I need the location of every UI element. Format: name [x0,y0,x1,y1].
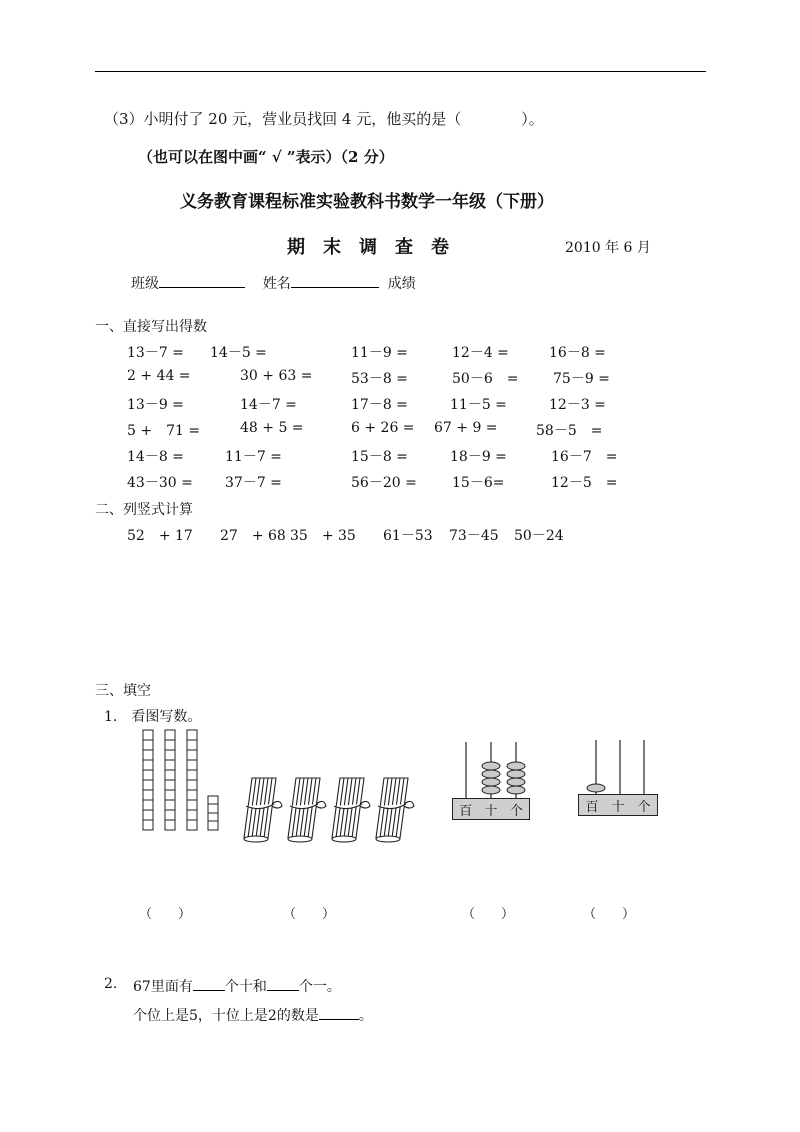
fill-q2-number: 2. [104,976,118,992]
stick-bundle-2 [288,778,326,842]
abacus-figure-1 [448,740,534,826]
q2-line1-text-b: 个十和 [224,979,267,995]
section-3-heading: 三、填空 [95,683,151,699]
question-3: （3）小明付了 20 元，营业员找回 4 元，他买的是（ ）。 [104,110,544,128]
top-rule [95,71,706,72]
problem-r3c5: 12－3 = [549,397,606,413]
vertical-calc-4: 61－53 [383,528,433,544]
stick-bundles-figure [240,772,420,844]
abacus1-label-tens: 十 [484,803,498,819]
problem-r6c3: 56－20 = [351,475,417,491]
unit-cubes [208,796,218,830]
ones-count-blank[interactable] [267,976,299,991]
vertical-calc-1: 52 + 17 [127,528,193,544]
problem-r2c5: 75－9 = [553,371,610,387]
problem-r2c3: 53－8 = [351,371,408,387]
problem-r5c1: 14－8 = [127,449,184,465]
problem-r3c4: 11－5 = [450,397,507,413]
problem-r3c2: 14－7 = [240,397,297,413]
answer-blank-4[interactable]: （ ） [583,907,636,922]
problem-r3c3: 17－8 = [351,397,408,413]
section-2-heading: 二、列竖式计算 [95,502,193,518]
section-1-heading: 一、直接写出得数 [95,319,207,335]
vertical-calc-5: 73－45 [449,528,499,544]
problem-r4c2: 48 + 5 = [240,420,304,436]
ten-rod-1 [143,730,153,830]
problem-r2c4: 50－6 = [452,371,519,387]
q2-line1-text-c: 个一。 [298,979,341,995]
problem-r6c5: 12－5 = [551,475,618,491]
abacus-label-bar-1 [452,798,530,820]
class-label: 班级 [131,276,159,292]
q2-line2-text-b: 。 [358,1008,373,1024]
ten-rods-figure [138,728,228,840]
problem-r5c5: 16－7 = [551,449,618,465]
problem-r6c4: 15－6= [452,475,505,491]
problem-r4c1: 5 + 71 = [127,423,201,439]
answer-blank-1[interactable]: （ ） [139,907,192,922]
problem-r5c4: 18－9 = [450,449,507,465]
answer-blank-3[interactable]: （ ） [462,907,515,922]
ten-rod-2 [165,730,175,830]
answer-blank-2[interactable]: （ ） [283,907,336,922]
problem-r2c2: 30 + 63 = [240,368,313,384]
problem-r5c3: 15－8 = [351,449,408,465]
score-label: 成绩 [387,276,416,292]
problem-r1c4: 12－4 = [452,345,509,361]
problem-r6c2: 37－7 = [225,475,282,491]
abacus2-label-hundreds: 百 [585,799,599,815]
stick-bundle-3 [332,778,370,842]
stick-bundle-1 [244,778,282,842]
problem-r2c1: 2 + 44 = [127,368,191,384]
problem-r1c3: 11－9 = [351,345,408,361]
abacus2-label-tens: 十 [611,799,625,815]
problem-r4c5: 58－5 = [536,423,603,439]
q2-line2-text-a: 个位上是5，十位上是2的数是 [133,1008,319,1024]
abacus-rods-1 [448,740,534,802]
name-label: 姓名 [262,276,291,292]
hint-text: （也可以在图中画“ √ ”表示）（2 分） [138,148,394,166]
vertical-calc-6: 50－24 [514,528,564,544]
q2-line1-text-a: 67里面有 [133,979,193,995]
problem-r3c1: 13－9 = [127,397,184,413]
stick-bundle-4 [376,778,414,842]
abacus-label-bar-2 [578,794,658,816]
problem-r4c3: 6 + 26 = [351,420,415,436]
abacus2-label-ones: 个 [637,799,651,815]
abacus1-label-hundreds: 百 [459,803,473,819]
problem-r1c5: 16－8 = [549,345,606,361]
vertical-calc-2: 27 + 68 [220,528,286,544]
abacus1-label-ones: 个 [509,803,523,819]
class-field[interactable] [159,273,245,288]
page-title: 义务教育课程标准实验教科书数学一年级（下册） [180,192,554,212]
problem-r6c1: 43－30 = [127,475,193,491]
ten-rod-3 [187,730,197,830]
abacus-rods-2 [574,738,660,798]
fill-q1-label: 1. 看图写数。 [104,709,202,725]
problem-r1c1: 13－7 = [127,345,184,361]
number-blank[interactable] [319,1005,359,1020]
page-subtitle: 期 末 调 查 卷 [287,237,449,258]
fill-q2-line1 [133,976,341,996]
exam-date: 2010 年 6 月 [565,240,651,256]
tens-count-blank[interactable] [193,976,225,991]
student-info [131,273,416,293]
abacus-figure-2 [574,738,660,820]
problem-r4c4: 67 + 9 = [434,420,498,436]
problem-r5c2: 11－7 = [225,449,282,465]
fill-q2-line2 [133,1005,373,1025]
name-field[interactable] [291,273,379,288]
vertical-calc-3: 35 + 35 [290,528,356,544]
problem-r1c2: 14－5 = [210,345,267,361]
